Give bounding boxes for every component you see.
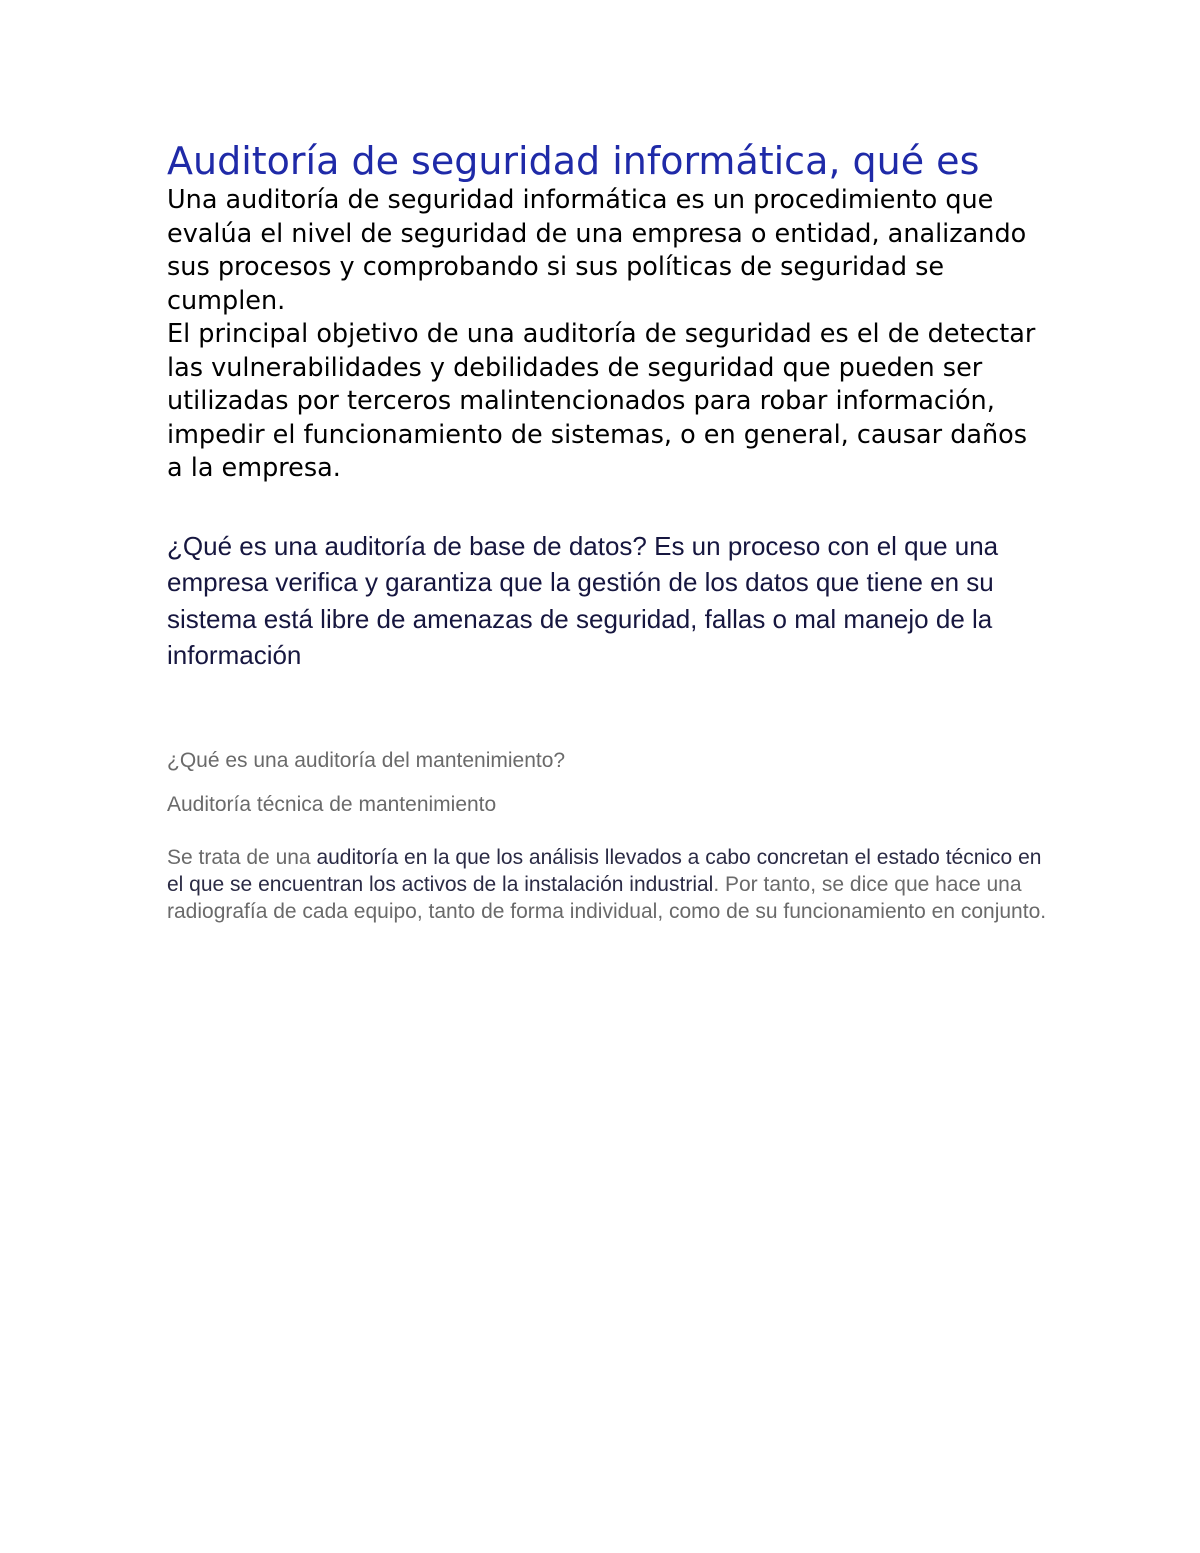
document-content (167, 138, 1047, 925)
maintenance-text-end: . Por tanto, se dice que hace una radiografía de cada equipo, tanto de forma individual, como de su funcionamiento en conjunto. (167, 872, 1047, 923)
maintenance-paragraph (167, 844, 1047, 925)
intro-objective: El principal objetivo de una auditoría de seguridad es el de detectar las vulnerabilidades y debilidades de seguridad que pueden ser utilizadas por terceros malintencionados para robar información, impedir el funcionamiento de sistemas, o en general, causar daños a la empresa. (167, 319, 1036, 483)
document-title: Auditoría de seguridad informática, qué es (167, 139, 980, 183)
intro-paragraph (167, 184, 1047, 486)
maintenance-subtitle: Auditoría técnica de mantenimiento (167, 792, 497, 816)
maintenance-text-highlight: auditoría en la que los análisis llevados a cabo concretan el estado técnico en el que se encuentran los activos de la instalación industrial (167, 845, 1042, 896)
intro-definition: Una auditoría de seguridad informática es un procedimiento que evalúa el nivel de seguridad de una empresa o entidad, analizando sus procesos y comprobando si sus políticas de seguridad se cumplen. (167, 185, 1027, 316)
maintenance-question: ¿Qué es una auditoría del mantenimiento? (167, 748, 566, 772)
maintenance-text-start: Se trata de una (167, 845, 317, 869)
database-audit-paragraph: ¿Qué es una auditoría de base de datos? Es un proceso con el que una empresa verifica y garantiza que la gestión de los datos que tiene en su sistema está libre de amenazas de seguridad, fallas o mal manejo de la información (167, 530, 999, 670)
